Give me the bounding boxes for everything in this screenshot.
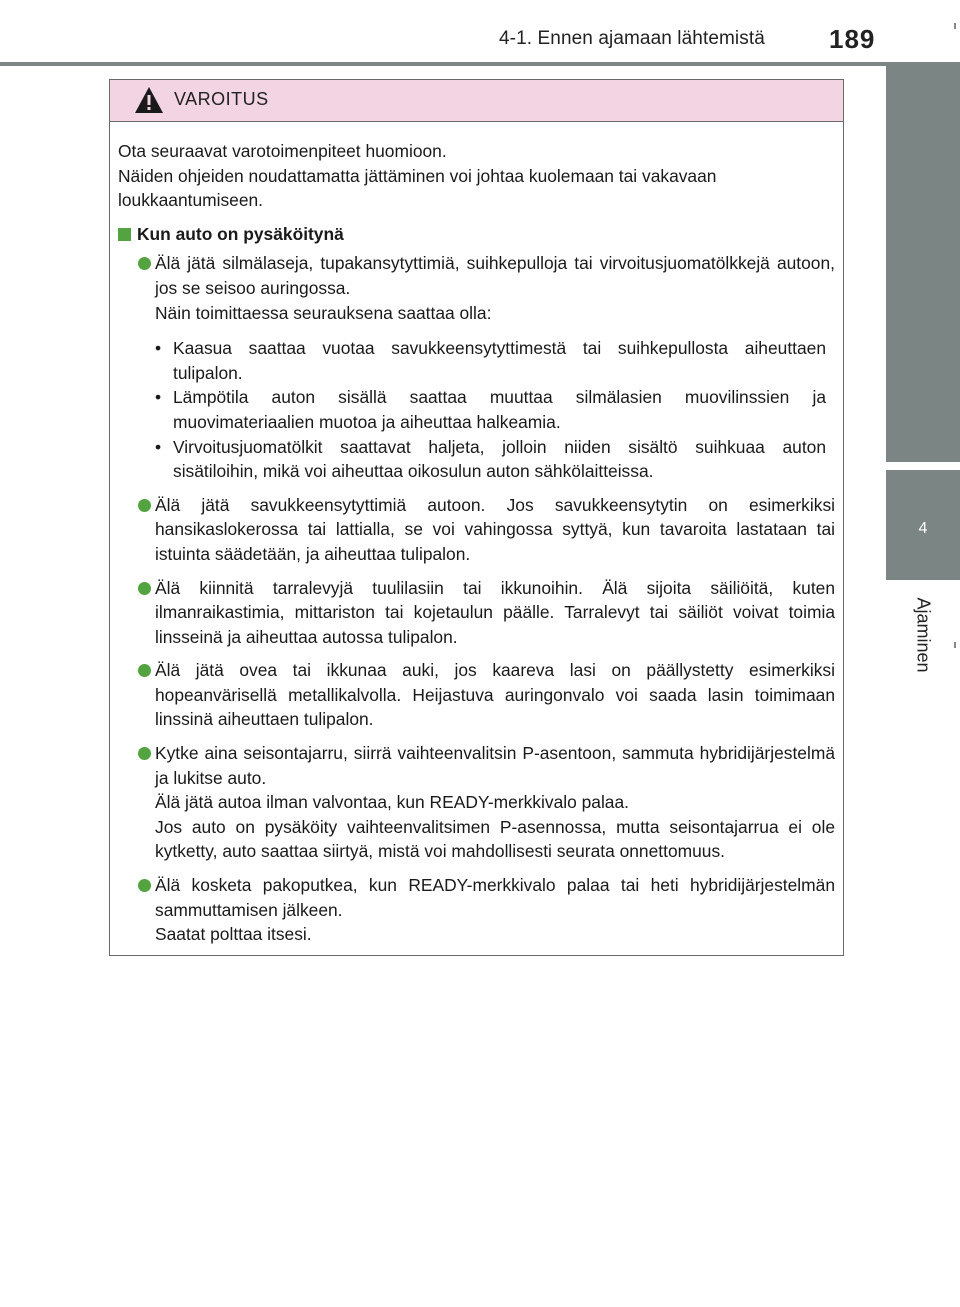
round-bullet-icon <box>138 499 151 512</box>
square-bullet-icon <box>118 228 131 241</box>
intro-line: Näiden ohjeiden noudattamatta jättäminen voi johtaa kuolemaan tai vakavaan loukkaantumiseen. <box>118 165 717 211</box>
page-number: 189 <box>829 24 876 54</box>
warning-item <box>118 873 835 947</box>
item-text: Kytke aina seisontajarru, siirrä vaihteenvalitsin P-asentoon, sammuta hybridijärjestelmä ja lukitse auto. <box>155 743 835 788</box>
item-text: Näin toimittaessa seurauksena saattaa olla: <box>155 302 492 323</box>
sub-item <box>155 336 826 385</box>
warning-header <box>110 80 843 122</box>
sub-item-text: Lämpötila auton sisällä saattaa muuttaa silmälasien muovilinssien ja muovimateriaalien muotoa ja aiheuttaa halkeamia. <box>173 387 826 432</box>
sub-item <box>155 435 826 484</box>
section-heading <box>118 222 835 247</box>
warning-box <box>109 79 844 956</box>
sub-list <box>155 336 835 484</box>
margin-tick <box>954 642 956 648</box>
item-text: Älä jätä silmälaseja, tupakansytyttimiä, suihkepulloja tai virvoitusjuomatölkkejä autoon, jos se seisoo auringossa. <box>155 253 835 298</box>
round-bullet-icon <box>138 582 151 595</box>
round-bullet-icon <box>138 257 151 270</box>
margin-tick <box>954 23 956 29</box>
item-text: Älä jätä savukkeensytyttimiä autoon. Jos savukkeensytytin on esimerkiksi hansikaslokerossa tai lattialla, se voi vahingossa syttyä, kun tavaroita lastataan tai istuinta säädetään, ja aiheuttaa tulipalon. <box>155 494 835 564</box>
sub-item <box>155 385 826 434</box>
round-bullet-icon <box>138 879 151 892</box>
sub-item-text: Kaasua saattaa vuotaa savukkeensytyttimestä tai suihkepullosta aiheuttaen tulipalon. <box>173 338 826 383</box>
chapter-label-area <box>886 580 960 690</box>
item-text: Jos auto on pysäköity vaihteenvalitsimen P-asennossa, mutta seisontajarrua ei ole kytketty, auto saattaa siirtyä, mistä voi mahdollisesti seurata onnettomuus. <box>155 816 835 862</box>
round-bullet-icon <box>138 664 151 677</box>
sub-bullet: • <box>155 387 162 408</box>
warning-item <box>118 576 835 650</box>
warning-item <box>118 251 835 483</box>
intro-line: Ota seuraavat varotoimenpiteet huomioon. <box>118 141 447 161</box>
sub-bullet: • <box>155 338 162 359</box>
item-text: Älä kosketa pakoputkea, kun READY-merkkivalo palaa tai heti hybridijärjestelmän sammuttamisen jälkeen. <box>155 875 835 920</box>
round-bullet-icon <box>138 747 151 760</box>
header-title: 4-1. Ennen ajamaan lähtemistä <box>499 28 765 49</box>
warning-title: VAROITUS <box>174 89 269 109</box>
side-tab-bar <box>886 66 960 462</box>
warning-body <box>110 122 843 947</box>
item-text: Älä jätä ovea tai ikkunaa auki, jos kaareva lasi on päällystetty esimerkiksi hopeanvärisellä metallikalvolla. Heijastuva auringonvalo voi saada lasin toimimaan linssinä aiheuttaen tulipalon. <box>155 660 835 730</box>
item-text: Älä jätä autoa ilman valvontaa, kun READY-merkkivalo palaa. <box>155 792 629 813</box>
warning-triangle-icon <box>134 86 164 114</box>
section-title: Kun auto on pysäköitynä <box>137 223 344 244</box>
warning-item <box>118 658 835 732</box>
warning-item <box>118 741 835 864</box>
warning-item <box>118 493 835 567</box>
header-rule <box>0 62 960 66</box>
item-text: Älä kiinnitä tarralevyjä tuulilasiin tai ikkunoihin. Älä sijoita säiliöitä, kuten ilmanraikastimia, mittariston tai kojetaulun päälle. Tarralevyt tai säiliöt voivat toimia linsseinä ja aiheuttaa autossa tulipalon. <box>155 577 835 647</box>
sub-item-text: Virvoitusjuomatölkit saattavat haljeta, jolloin niiden sisältö suihkuaa auton sisätiloihin, mikä voi aiheuttaa oikosulun auton sähkölaitteissa. <box>173 436 826 482</box>
item-text: Saatat polttaa itsesi. <box>155 924 312 945</box>
chapter-label: Ajaminen <box>913 597 934 673</box>
sub-bullet: • <box>155 436 162 457</box>
chapter-number: 4 <box>918 520 928 537</box>
